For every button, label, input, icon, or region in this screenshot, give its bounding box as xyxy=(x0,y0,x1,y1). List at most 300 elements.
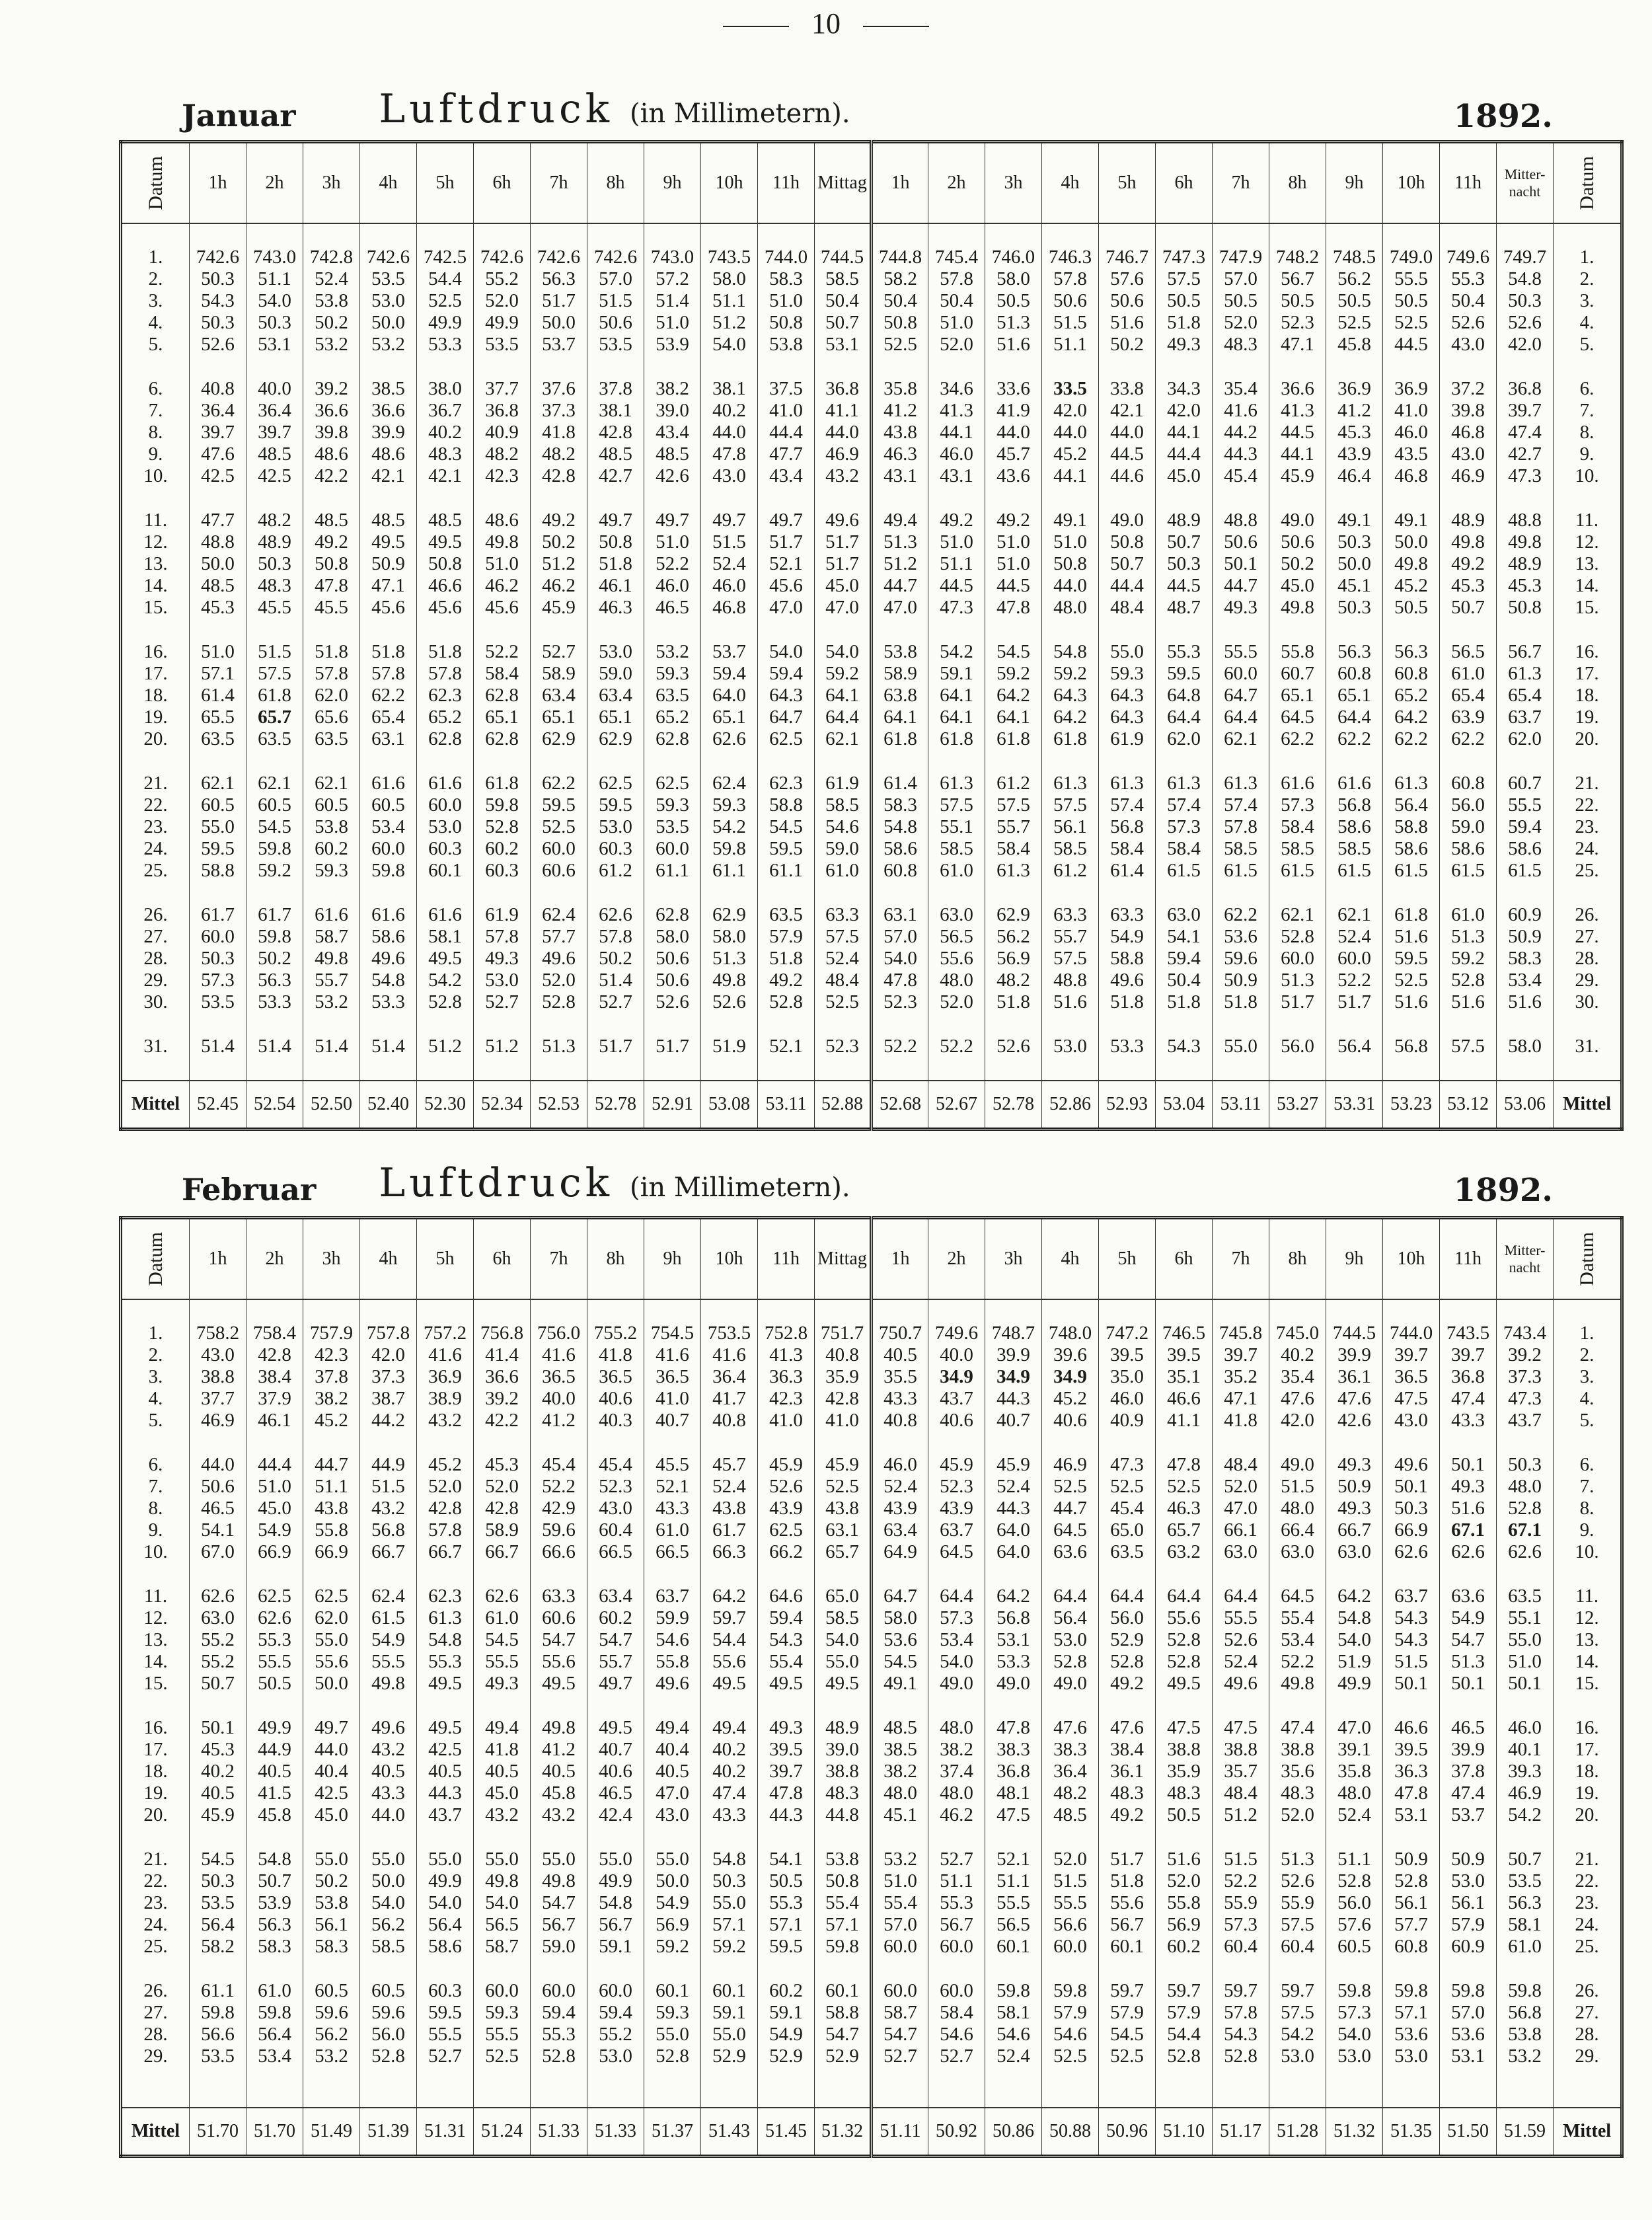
table-row xyxy=(121,1366,1622,1388)
pressure-value: 50.4 xyxy=(1440,290,1497,312)
pressure-value: 53.0 xyxy=(417,816,474,838)
pressure-value: 44.5 xyxy=(1156,575,1213,597)
row-date: 1. xyxy=(1554,247,1622,268)
pressure-value: 44.2 xyxy=(360,1410,417,1432)
pressure-value: 49.7 xyxy=(758,510,815,531)
pressure-value: 49.7 xyxy=(701,510,758,531)
row-date: 4. xyxy=(1554,312,1622,334)
spacer-cell xyxy=(246,1826,303,1849)
pressure-value: 54.4 xyxy=(417,268,474,290)
spacer-cell xyxy=(1326,1958,1383,1980)
pressure-value: 49.3 xyxy=(1213,597,1269,619)
pressure-value: 51.0 xyxy=(872,1870,928,1892)
pressure-value: 53.0 xyxy=(587,816,644,838)
pressure-value: 41.6 xyxy=(1213,400,1269,422)
pressure-value: 45.1 xyxy=(872,1804,928,1826)
pressure-value: 56.5 xyxy=(985,1914,1042,1936)
spacer-cell xyxy=(1156,1695,1213,1717)
spacer-cell xyxy=(1554,619,1622,641)
pressure-value: 47.6 xyxy=(1326,1388,1383,1410)
table-row xyxy=(121,531,1622,553)
mean-value: 52.54 xyxy=(246,1081,303,1129)
pressure-value: 55.4 xyxy=(1269,1607,1326,1629)
spacer-cell xyxy=(417,1826,474,1849)
pressure-value: 62.5 xyxy=(758,728,815,750)
pressure-value: 45.0 xyxy=(246,1498,303,1519)
spacer-cell xyxy=(1440,2067,1497,2108)
spacer-cell xyxy=(1383,1057,1440,1081)
spacer-cell xyxy=(701,1826,758,1849)
pressure-value: 53.5 xyxy=(190,1892,246,1914)
row-date: 29. xyxy=(121,2046,190,2067)
pressure-value: 52.4 xyxy=(815,948,872,970)
pressure-value: 36.6 xyxy=(1269,378,1326,400)
pressure-value: 64.1 xyxy=(928,707,985,728)
row-date: 10. xyxy=(121,465,190,487)
pressure-value: 59.7 xyxy=(1213,1980,1269,2002)
pressure-value: 55.3 xyxy=(1156,641,1213,663)
pressure-value: 60.5 xyxy=(360,794,417,816)
pressure-value: 63.1 xyxy=(815,1519,872,1541)
spacer-cell xyxy=(872,1958,928,1980)
row-date: 7. xyxy=(121,400,190,422)
pressure-value: 52.2 xyxy=(928,1036,985,1057)
spacer-cell xyxy=(531,882,587,904)
spacer-cell xyxy=(360,750,417,773)
spacer-cell xyxy=(1440,1057,1497,1081)
pressure-value: 35.0 xyxy=(1099,1366,1156,1388)
pressure-value: 49.5 xyxy=(417,948,474,970)
pressure-value: 44.1 xyxy=(928,422,985,443)
pressure-value: 55.2 xyxy=(474,268,531,290)
pressure-value: 57.8 xyxy=(360,663,417,685)
spacer-cell xyxy=(1497,1432,1554,1454)
hour-header: 5h xyxy=(1099,142,1156,224)
pressure-value: 62.2 xyxy=(1383,728,1440,750)
mean-value: 53.31 xyxy=(1326,1081,1383,1129)
spacer-cell xyxy=(587,1563,644,1586)
pressure-value: 60.0 xyxy=(644,838,701,860)
pressure-value: 51.5 xyxy=(1042,1870,1099,1892)
pressure-value: 45.2 xyxy=(1042,443,1099,465)
pressure-value: 63.6 xyxy=(1440,1586,1497,1607)
pressure-value: 49.3 xyxy=(758,1717,815,1739)
pressure-value: 61.0 xyxy=(815,860,872,882)
spacer-cell xyxy=(1497,487,1554,510)
mean-value: 51.35 xyxy=(1383,2108,1440,2157)
pressure-value: 46.4 xyxy=(1326,465,1383,487)
pressure-value: 52.8 xyxy=(1156,1651,1213,1673)
pressure-value: 56.5 xyxy=(474,1914,531,1936)
pressure-value: 45.6 xyxy=(758,575,815,597)
spacer-cell xyxy=(474,619,531,641)
pressure-value: 39.0 xyxy=(815,1739,872,1761)
pressure-value: 61.6 xyxy=(360,773,417,794)
pressure-value: 45.9 xyxy=(815,1454,872,1476)
pressure-value: 38.8 xyxy=(1213,1739,1269,1761)
row-date: 6. xyxy=(1554,1454,1622,1476)
pressure-value: 59.5 xyxy=(417,2002,474,2024)
hour-header: 8h xyxy=(1269,142,1326,224)
spacer-cell xyxy=(701,882,758,904)
pressure-value: 61.0 xyxy=(1497,1936,1554,1958)
pressure-value: 64.4 xyxy=(1156,707,1213,728)
pressure-value: 52.8 xyxy=(1326,1870,1383,1892)
pressure-value: 43.0 xyxy=(644,1804,701,1826)
pressure-value: 51.3 xyxy=(1269,1849,1326,1870)
pressure-value: 749.7 xyxy=(1497,247,1554,268)
pressure-value: 52.8 xyxy=(1042,1651,1099,1673)
pressure-value: 48.3 xyxy=(417,443,474,465)
pressure-value: 45.3 xyxy=(190,1739,246,1761)
pressure-value: 55.4 xyxy=(815,1892,872,1914)
pressure-value: 52.0 xyxy=(1213,312,1269,334)
pressure-value: 52.2 xyxy=(1213,1870,1269,1892)
spacer-cell xyxy=(1042,1826,1099,1849)
pressure-value: 55.3 xyxy=(928,1892,985,1914)
pressure-value: 57.8 xyxy=(417,663,474,685)
pressure-value: 58.7 xyxy=(474,1936,531,1958)
pressure-value: 50.2 xyxy=(1269,553,1326,575)
pressure-value: 46.0 xyxy=(928,443,985,465)
spacer-cell xyxy=(815,223,872,247)
pressure-value: 40.2 xyxy=(1269,1344,1326,1366)
table-row xyxy=(121,268,1622,290)
spacer-cell xyxy=(1440,1695,1497,1717)
pressure-value: 40.5 xyxy=(474,1761,531,1782)
pressure-value: 40.5 xyxy=(531,1761,587,1782)
pressure-value: 54.7 xyxy=(587,1629,644,1651)
pressure-value: 45.1 xyxy=(1326,575,1383,597)
pressure-value: 63.5 xyxy=(644,685,701,707)
row-date: 16. xyxy=(121,641,190,663)
pressure-value: 61.9 xyxy=(474,904,531,926)
pressure-value: 48.2 xyxy=(1042,1782,1099,1804)
spacer-cell xyxy=(928,2067,985,2108)
pressure-value: 48.1 xyxy=(985,1782,1042,1804)
pressure-value: 61.8 xyxy=(1042,728,1099,750)
pressure-value: 41.6 xyxy=(531,1344,587,1366)
pressure-value: 49.7 xyxy=(644,510,701,531)
pressure-value: 53.0 xyxy=(587,641,644,663)
pressure-value: 42.8 xyxy=(531,465,587,487)
pressure-value: 53.0 xyxy=(1042,1629,1099,1651)
pressure-value: 60.2 xyxy=(1156,1936,1213,1958)
spacer-cell xyxy=(531,1695,587,1717)
spacer-cell xyxy=(1326,223,1383,247)
pressure-value: 42.5 xyxy=(190,465,246,487)
spacer-cell xyxy=(1269,882,1326,904)
spacer-cell xyxy=(644,1695,701,1717)
spacer-row xyxy=(121,882,1622,904)
hour-header: 7h xyxy=(1213,142,1269,224)
pressure-value: 54.3 xyxy=(1213,2024,1269,2046)
pressure-value: 33.8 xyxy=(1099,378,1156,400)
pressure-value: 59.5 xyxy=(190,838,246,860)
row-date: 21. xyxy=(1554,1849,1622,1870)
spacer-cell xyxy=(190,1695,246,1717)
pressure-value: 54.5 xyxy=(474,1629,531,1651)
pressure-value: 55.0 xyxy=(303,1629,360,1651)
table-row xyxy=(121,2002,1622,2024)
spacer-row xyxy=(121,1958,1622,1980)
pressure-value: 52.7 xyxy=(531,641,587,663)
pressure-value: 54.0 xyxy=(1326,1629,1383,1651)
row-date: 21. xyxy=(1554,773,1622,794)
pressure-value: 57.0 xyxy=(872,1914,928,1936)
pressure-value: 56.2 xyxy=(985,926,1042,948)
header-row xyxy=(121,142,1622,224)
pressure-value: 742.6 xyxy=(474,247,531,268)
pressure-value: 62.1 xyxy=(303,773,360,794)
pressure-value: 41.0 xyxy=(758,1410,815,1432)
hour-header: 4h xyxy=(360,1218,417,1300)
pressure-value: 51.8 xyxy=(587,553,644,575)
pressure-value: 747.3 xyxy=(1156,247,1213,268)
pressure-value: 44.9 xyxy=(360,1454,417,1476)
pressure-value: 43.3 xyxy=(360,1782,417,1804)
pressure-value: 51.8 xyxy=(1099,1870,1156,1892)
pressure-value: 61.1 xyxy=(644,860,701,882)
datum-header xyxy=(121,1218,190,1300)
pressure-value: 46.8 xyxy=(1440,422,1497,443)
row-date: 24. xyxy=(121,838,190,860)
spacer-cell xyxy=(587,1299,644,1322)
pressure-value: 54.0 xyxy=(928,1651,985,1673)
spacer-cell xyxy=(758,2067,815,2108)
pressure-value: 62.6 xyxy=(587,904,644,926)
pressure-value: 62.6 xyxy=(474,1586,531,1607)
pressure-value: 55.5 xyxy=(1213,641,1269,663)
month-title: Februar xyxy=(182,1172,317,1207)
pressure-value: 50.7 xyxy=(190,1673,246,1695)
pressure-value: 65.7 xyxy=(1156,1519,1213,1541)
pressure-value: 58.0 xyxy=(872,1607,928,1629)
pressure-value: 64.4 xyxy=(1326,707,1383,728)
pressure-value: 50.8 xyxy=(758,312,815,334)
pressure-value: 50.5 xyxy=(985,290,1042,312)
pressure-value: 51.8 xyxy=(1156,991,1213,1013)
spacer-cell xyxy=(928,1695,985,1717)
pressure-value: 39.2 xyxy=(474,1388,531,1410)
pressure-value: 52.7 xyxy=(872,2046,928,2067)
pressure-value: 52.8 xyxy=(531,2046,587,2067)
pressure-value: 37.2 xyxy=(1440,378,1497,400)
pressure-value: 46.2 xyxy=(928,1804,985,1826)
spacer-cell xyxy=(1440,1563,1497,1586)
pressure-value: 46.6 xyxy=(1156,1388,1213,1410)
pressure-value: 56.4 xyxy=(1326,1036,1383,1057)
pressure-value: 59.8 xyxy=(1497,1980,1554,2002)
pressure-value: 48.9 xyxy=(246,531,303,553)
row-date: 15. xyxy=(1554,1673,1622,1695)
pressure-value: 60.0 xyxy=(1326,948,1383,970)
pressure-value: 43.2 xyxy=(417,1410,474,1432)
pressure-value: 54.1 xyxy=(1156,926,1213,948)
pressure-value: 64.7 xyxy=(758,707,815,728)
pressure-value: 48.5 xyxy=(303,510,360,531)
pressure-value: 54.8 xyxy=(587,1892,644,1914)
mean-value: 51.17 xyxy=(1213,2108,1269,2157)
row-date: 21. xyxy=(121,1849,190,1870)
pressure-value: 36.3 xyxy=(1383,1761,1440,1782)
pressure-value: 58.1 xyxy=(985,2002,1042,2024)
spacer-cell xyxy=(1213,882,1269,904)
pressure-value: 41.8 xyxy=(1213,1410,1269,1432)
spacer-cell xyxy=(303,1826,360,1849)
pressure-value: 50.9 xyxy=(1213,970,1269,991)
pressure-value: 63.6 xyxy=(1042,1541,1099,1563)
pressure-value: 56.7 xyxy=(1497,641,1554,663)
row-date: 30. xyxy=(1554,991,1622,1013)
spacer-cell xyxy=(1497,2067,1554,2108)
spacer-cell xyxy=(1099,1695,1156,1717)
hour-header: Mitter-nacht xyxy=(1497,142,1554,224)
page-number-dash-right xyxy=(863,26,929,27)
pressure-value: 61.6 xyxy=(1269,773,1326,794)
pressure-value: 63.0 xyxy=(928,904,985,926)
table-row xyxy=(121,773,1622,794)
pressure-value: 58.3 xyxy=(758,268,815,290)
pressure-value: 40.0 xyxy=(246,378,303,400)
pressure-value: 58.9 xyxy=(872,663,928,685)
pressure-value: 40.6 xyxy=(587,1761,644,1782)
spacer-cell xyxy=(1269,619,1326,641)
spacer-cell xyxy=(644,750,701,773)
pressure-value: 45.0 xyxy=(474,1782,531,1804)
hour-header: 9h xyxy=(1326,142,1383,224)
pressure-value: 53.8 xyxy=(1497,2024,1554,2046)
pressure-value: 60.4 xyxy=(1213,1936,1269,1958)
pressure-value: 53.3 xyxy=(1099,1036,1156,1057)
pressure-value: 42.5 xyxy=(417,1739,474,1761)
pressure-value: 65.1 xyxy=(587,707,644,728)
pressure-value: 52.8 xyxy=(644,2046,701,2067)
mean-value: 52.78 xyxy=(985,1081,1042,1129)
pressure-value: 43.7 xyxy=(417,1804,474,1826)
mean-value: 51.70 xyxy=(190,2108,246,2157)
spacer-cell xyxy=(644,1057,701,1081)
pressure-value: 43.7 xyxy=(928,1388,985,1410)
pressure-value: 56.0 xyxy=(1099,1607,1156,1629)
pressure-value: 47.8 xyxy=(303,575,360,597)
hour-header: 3h xyxy=(303,1218,360,1300)
pressure-value: 43.1 xyxy=(928,465,985,487)
hour-header: Mittag xyxy=(815,142,872,224)
spacer-cell xyxy=(1156,223,1213,247)
pressure-value: 40.8 xyxy=(815,1344,872,1366)
pressure-value: 53.8 xyxy=(303,1892,360,1914)
pressure-value: 51.2 xyxy=(872,553,928,575)
pressure-value: 51.0 xyxy=(246,1476,303,1498)
row-date: 25. xyxy=(1554,1936,1622,1958)
pressure-value: 57.4 xyxy=(1156,794,1213,816)
pressure-value: 58.3 xyxy=(303,1936,360,1958)
spacer-cell xyxy=(701,1958,758,1980)
spacer-row xyxy=(121,1826,1622,1849)
pressure-value: 45.4 xyxy=(1213,465,1269,487)
row-date: 7. xyxy=(1554,1476,1622,1498)
pressure-value: 60.0 xyxy=(474,1980,531,2002)
pressure-value: 46.6 xyxy=(1383,1717,1440,1739)
spacer-cell xyxy=(121,223,190,247)
pressure-value: 59.7 xyxy=(1269,1980,1326,2002)
table-row xyxy=(121,1607,1622,1629)
pressure-value: 57.7 xyxy=(1383,1914,1440,1936)
spacer-cell xyxy=(1554,1299,1622,1322)
pressure-value: 50.0 xyxy=(190,553,246,575)
pressure-value: 60.0 xyxy=(1213,663,1269,685)
pressure-value: 40.9 xyxy=(1099,1410,1156,1432)
spacer-cell xyxy=(587,487,644,510)
pressure-value: 54.9 xyxy=(1440,1607,1497,1629)
spacer-row xyxy=(121,1432,1622,1454)
pressure-value: 50.1 xyxy=(190,1717,246,1739)
spacer-cell xyxy=(872,1563,928,1586)
pressure-value: 55.5 xyxy=(1042,1892,1099,1914)
spacer-cell xyxy=(360,1826,417,1849)
pressure-table xyxy=(119,140,1624,1131)
pressure-value: 42.2 xyxy=(474,1410,531,1432)
row-date: 8. xyxy=(121,422,190,443)
pressure-value: 64.2 xyxy=(1326,1586,1383,1607)
pressure-value: 47.4 xyxy=(1440,1388,1497,1410)
pressure-value: 49.6 xyxy=(1099,970,1156,991)
pressure-value: 61.5 xyxy=(1383,860,1440,882)
section-header xyxy=(119,86,1652,145)
pressure-value: 49.1 xyxy=(1042,510,1099,531)
spacer-row xyxy=(121,1695,1622,1717)
spacer-cell xyxy=(417,1563,474,1586)
datum-label: Datum xyxy=(144,156,167,210)
pressure-value: 41.2 xyxy=(872,400,928,422)
pressure-value: 47.4 xyxy=(1440,1782,1497,1804)
pressure-value: 747.9 xyxy=(1213,247,1269,268)
spacer-cell xyxy=(190,2067,246,2108)
spacer-cell xyxy=(587,223,644,247)
spacer-cell xyxy=(1213,2067,1269,2108)
pressure-value: 48.9 xyxy=(1440,510,1497,531)
table-row xyxy=(121,838,1622,860)
mean-value: 51.70 xyxy=(246,2108,303,2157)
row-date: 14. xyxy=(121,575,190,597)
pressure-value: 50.3 xyxy=(1497,290,1554,312)
pressure-value: 52.5 xyxy=(815,1476,872,1498)
pressure-value: 40.5 xyxy=(190,1782,246,1804)
pressure-value: 35.5 xyxy=(872,1366,928,1388)
pressure-value: 52.0 xyxy=(474,1476,531,1498)
spacer-cell xyxy=(587,1695,644,1717)
spacer-cell xyxy=(1554,750,1622,773)
pressure-value: 40.5 xyxy=(644,1761,701,1782)
pressure-value: 45.6 xyxy=(360,597,417,619)
mean-value: 51.32 xyxy=(815,2108,872,2157)
pressure-value: 53.1 xyxy=(1440,2046,1497,2067)
spacer-cell xyxy=(303,1695,360,1717)
pressure-value: 53.8 xyxy=(758,334,815,356)
pressure-value: 54.1 xyxy=(190,1519,246,1541)
spacer-row xyxy=(121,1299,1622,1322)
pressure-value: 63.2 xyxy=(1156,1541,1213,1563)
pressure-value: 63.7 xyxy=(1497,707,1554,728)
pressure-value: 50.3 xyxy=(701,1870,758,1892)
hour-header: 8h xyxy=(1269,1218,1326,1300)
pressure-value: 59.2 xyxy=(815,663,872,685)
pressure-value: 60.1 xyxy=(985,1936,1042,1958)
pressure-value: 59.0 xyxy=(1440,816,1497,838)
mean-value: 50.96 xyxy=(1099,2108,1156,2157)
pressure-value: 49.9 xyxy=(474,312,531,334)
